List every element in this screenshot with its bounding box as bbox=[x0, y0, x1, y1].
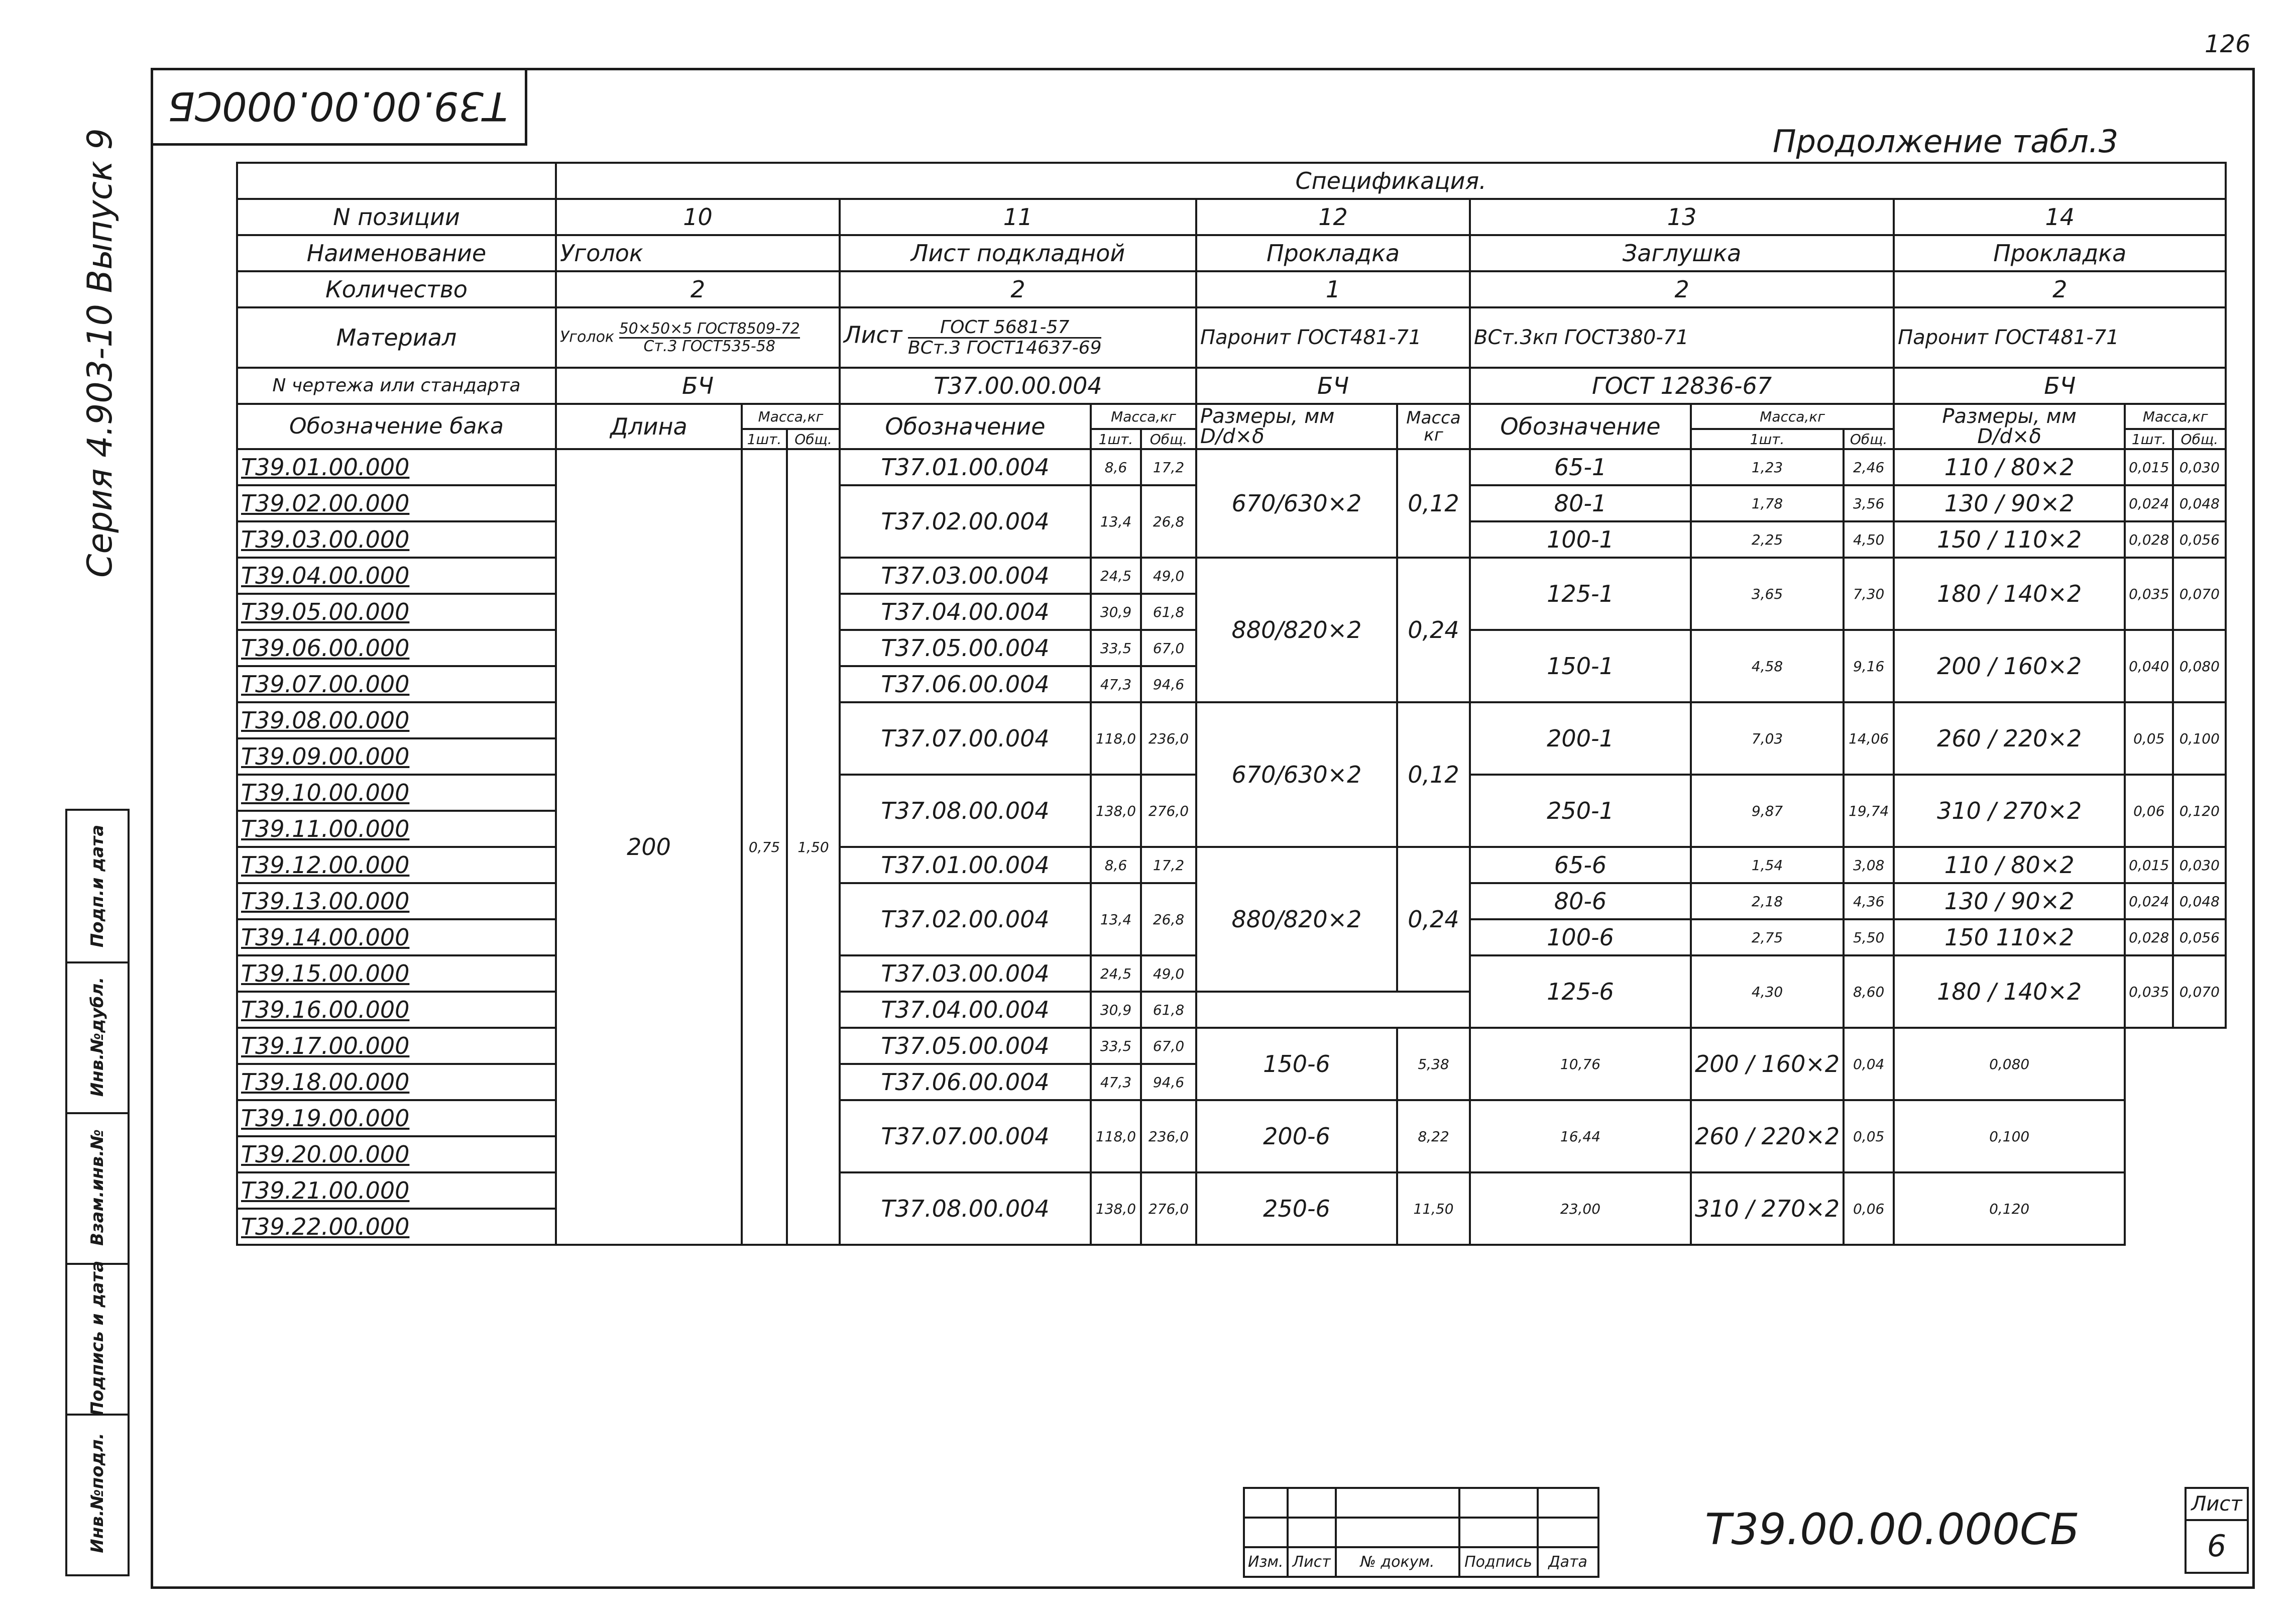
total-header-14: Общ. bbox=[2173, 429, 2226, 449]
specification-table bbox=[236, 162, 2227, 1246]
tank-designation: Т39.03.00.000 bbox=[237, 521, 556, 558]
plug-designation: 80-6 bbox=[1470, 883, 1691, 919]
sheet-mass-total: 61,8 bbox=[1141, 992, 1196, 1028]
dwg-12: БЧ bbox=[1196, 368, 1470, 404]
plug-mass-one: 3,65 bbox=[1691, 558, 1844, 630]
sheet-box bbox=[2185, 1487, 2249, 1574]
angle-length: 200 bbox=[556, 449, 742, 1245]
gasket14-mass-total: 0,056 bbox=[2173, 521, 2226, 558]
dwg-13: ГОСТ 12836-67 bbox=[1470, 368, 1894, 404]
strip-cell: Подп.и дата bbox=[67, 811, 128, 963]
gasket14-mass-one: 0,05 bbox=[2125, 702, 2173, 775]
document-number: Т39.00.00.000СБ bbox=[1705, 1504, 2080, 1555]
plug-mass-total: 3,56 bbox=[1844, 485, 1894, 521]
sheet-mass-one: 13,4 bbox=[1091, 485, 1141, 558]
gasket14-mass-one: 0,06 bbox=[2125, 775, 2173, 847]
plug-mass-total: 7,30 bbox=[1844, 558, 1894, 630]
one-header-14: 1шт. bbox=[2125, 429, 2173, 449]
gasket14-size: 310 / 270×2 bbox=[1691, 1172, 1844, 1245]
tank-designation: Т39.05.00.000 bbox=[237, 594, 556, 630]
tank-designation: Т39.04.00.000 bbox=[237, 558, 556, 594]
sheet-mass-one: 138,0 bbox=[1091, 775, 1141, 847]
plug-designation: 125-1 bbox=[1470, 558, 1691, 630]
sheet-mass-one: 8,6 bbox=[1091, 847, 1141, 883]
gasket14-size: 150 110×2 bbox=[1894, 919, 2125, 955]
gasket14-mass-total: 0,048 bbox=[2173, 883, 2226, 919]
sheet-designation: Т37.03.00.004 bbox=[840, 955, 1091, 992]
sheet-mass-one: 118,0 bbox=[1091, 1100, 1141, 1172]
tb-label-date: Дата bbox=[1538, 1547, 1598, 1577]
plug-mass-total: 2,46 bbox=[1844, 449, 1894, 485]
plug-mass-one: 1,54 bbox=[1691, 847, 1844, 883]
tank-designation: Т39.10.00.000 bbox=[237, 775, 556, 811]
total-header-13: Общ. bbox=[1844, 429, 1894, 449]
gasket14-mass-total: 0,030 bbox=[2173, 449, 2226, 485]
mass-header-10: Масса,кг bbox=[742, 404, 840, 429]
sheet-mass-one: 47,3 bbox=[1091, 1064, 1141, 1100]
plug-mass-total: 16,44 bbox=[1470, 1100, 1691, 1172]
sheet-number: 6 bbox=[2207, 1529, 2227, 1564]
name-13: Заглушка bbox=[1470, 235, 1894, 271]
qty-label: Количество bbox=[237, 271, 556, 307]
specification-body bbox=[237, 449, 2226, 1245]
gasket14-mass-one: 0,04 bbox=[1844, 1028, 1894, 1100]
title-block bbox=[1243, 1487, 1599, 1578]
dwg-10: БЧ bbox=[556, 368, 840, 404]
pos-10: 10 bbox=[556, 199, 840, 235]
sheet-mass-one: 33,5 bbox=[1091, 1028, 1141, 1064]
sheet-mass-one: 30,9 bbox=[1091, 992, 1141, 1028]
plug-designation: 250-1 bbox=[1470, 775, 1691, 847]
gasket12-mass: 0,24 bbox=[1397, 558, 1470, 702]
strip-cell: Взам.инв.№ bbox=[67, 1112, 128, 1265]
total-header-10: Общ. bbox=[787, 429, 840, 449]
sheet-designation: Т37.06.00.004 bbox=[840, 1064, 1091, 1100]
pos-12: 12 bbox=[1196, 199, 1470, 235]
plug-mass-one: 4,30 bbox=[1691, 955, 1844, 1028]
strip-cell: Инв.№дубл. bbox=[67, 961, 128, 1114]
sheet-mass-total: 94,6 bbox=[1141, 1064, 1196, 1100]
gasket14-mass-one: 0,028 bbox=[2125, 521, 2173, 558]
plug-mass-one: 2,25 bbox=[1691, 521, 1844, 558]
plug-mass-one: 8,22 bbox=[1397, 1100, 1470, 1172]
table-row bbox=[237, 1028, 2226, 1064]
gasket14-size: 180 / 140×2 bbox=[1894, 558, 2125, 630]
tank-designation: Т39.12.00.000 bbox=[237, 847, 556, 883]
plug-mass-one: 11,50 bbox=[1397, 1172, 1470, 1245]
sheet-designation: Т37.05.00.004 bbox=[840, 1028, 1091, 1064]
plug-mass-total: 4,36 bbox=[1844, 883, 1894, 919]
plug-designation: 100-1 bbox=[1470, 521, 1691, 558]
gasket14-mass-one: 0,035 bbox=[2125, 558, 2173, 630]
gasket14-size: 110 / 80×2 bbox=[1894, 847, 2125, 883]
strip-cell: Инв.№подл. bbox=[87, 1433, 107, 1553]
gasket14-mass-total: 0,100 bbox=[1894, 1100, 2125, 1172]
sheet-mass-total: 94,6 bbox=[1141, 666, 1196, 702]
qty-14: 2 bbox=[1894, 271, 2226, 307]
one-header-10: 1шт. bbox=[742, 429, 787, 449]
length-header: Длина bbox=[556, 404, 742, 449]
gasket14-mass-one: 0,05 bbox=[1844, 1100, 1894, 1172]
tank-designation: Т39.01.00.000 bbox=[237, 449, 556, 485]
plug-mass-total: 19,74 bbox=[1844, 775, 1894, 847]
sheet-designation: Т37.06.00.004 bbox=[840, 666, 1091, 702]
sheet-mass-one: 118,0 bbox=[1091, 702, 1141, 775]
plug-designation: 150-1 bbox=[1470, 630, 1691, 702]
gasket14-mass-one: 0,040 bbox=[2125, 630, 2173, 702]
name-14: Прокладка bbox=[1894, 235, 2226, 271]
table-row bbox=[237, 1172, 2226, 1209]
dwg-11: Т37.00.00.004 bbox=[840, 368, 1196, 404]
gasket14-mass-one: 0,024 bbox=[2125, 485, 2173, 521]
table-row bbox=[237, 702, 2226, 738]
sheet-designation: Т37.07.00.004 bbox=[840, 702, 1091, 775]
sheet-designation: Т37.07.00.004 bbox=[840, 1100, 1091, 1172]
sheet-designation: Т37.01.00.004 bbox=[840, 847, 1091, 883]
sheet-mass-one: 13,4 bbox=[1091, 883, 1141, 955]
tank-designation: Т39.16.00.000 bbox=[237, 992, 556, 1028]
tank-designation: Т39.19.00.000 bbox=[237, 1100, 556, 1136]
sheet-mass-total: 276,0 bbox=[1141, 775, 1196, 847]
tank-label: Обозначение бака bbox=[237, 404, 556, 449]
gasket12-mass: 0,24 bbox=[1397, 847, 1470, 992]
plug-designation: 250-6 bbox=[1196, 1172, 1397, 1245]
name-12: Прокладка bbox=[1196, 235, 1470, 271]
qty-11: 2 bbox=[840, 271, 1196, 307]
gasket14-mass-total: 0,056 bbox=[2173, 919, 2226, 955]
mat-13: ВСт.3кп ГОСТ380-71 bbox=[1470, 307, 1894, 368]
gasket14-mass-total: 0,070 bbox=[2173, 558, 2226, 630]
sheet-designation: Т37.01.00.004 bbox=[840, 449, 1091, 485]
sizes-header-14: Размеры, мм D/d×δ bbox=[1894, 404, 2125, 449]
plug-designation: 150-6 bbox=[1196, 1028, 1397, 1100]
plug-designation: 80-1 bbox=[1470, 485, 1691, 521]
gasket14-size: 180 / 140×2 bbox=[1894, 955, 2125, 1028]
tank-designation: Т39.06.00.000 bbox=[237, 630, 556, 666]
plug-mass-one: 4,58 bbox=[1691, 630, 1844, 702]
tank-designation: Т39.20.00.000 bbox=[237, 1136, 556, 1172]
plug-mass-one: 5,38 bbox=[1397, 1028, 1470, 1100]
sheet-label: Лист bbox=[2187, 1489, 2247, 1521]
sheet-designation: Т37.03.00.004 bbox=[840, 558, 1091, 594]
sizes-header-12: Размеры, мм D/d×δ bbox=[1196, 404, 1397, 449]
tb-label-change: Изм. bbox=[1244, 1547, 1288, 1577]
pos-label: N позиции bbox=[237, 199, 556, 235]
sheet-mass-total: 17,2 bbox=[1141, 847, 1196, 883]
gasket12-size: 670/630×2 bbox=[1196, 702, 1397, 847]
sheet-mass-total: 17,2 bbox=[1141, 449, 1196, 485]
plug-mass-total: 5,50 bbox=[1844, 919, 1894, 955]
plug-designation: 200-6 bbox=[1196, 1100, 1397, 1172]
tank-designation: Т39.22.00.000 bbox=[237, 1209, 556, 1245]
sheet-mass-total: 49,0 bbox=[1141, 558, 1196, 594]
tb-label-signature: Подпись bbox=[1459, 1547, 1538, 1577]
sheet-mass-one: 138,0 bbox=[1091, 1172, 1141, 1245]
name-11: Лист подкладной bbox=[840, 235, 1196, 271]
angle-mass-one: 0,75 bbox=[742, 449, 787, 1245]
plug-mass-total: 14,06 bbox=[1844, 702, 1894, 775]
gasket12-size: 670/630×2 bbox=[1196, 449, 1397, 558]
plug-mass-one: 1,23 bbox=[1691, 449, 1844, 485]
qty-10: 2 bbox=[556, 271, 840, 307]
plug-mass-one: 9,87 bbox=[1691, 775, 1844, 847]
page-number: 126 bbox=[2205, 30, 2251, 58]
gasket14-mass-total: 0,120 bbox=[1894, 1172, 2125, 1245]
gasket14-mass-total: 0,100 bbox=[2173, 702, 2226, 775]
total-header-11: Общ. bbox=[1141, 429, 1196, 449]
gasket14-mass-total: 0,070 bbox=[2173, 955, 2226, 1028]
mat-11: Лист ГОСТ 5681-57 ВСт.3 ГОСТ14637-69 bbox=[840, 307, 1196, 368]
tank-designation: Т39.21.00.000 bbox=[237, 1172, 556, 1209]
sheet-designation: Т37.02.00.004 bbox=[840, 883, 1091, 955]
gasket12-size: 880/820×2 bbox=[1196, 558, 1397, 702]
sheet-designation: Т37.05.00.004 bbox=[840, 630, 1091, 666]
left-signature-strip bbox=[65, 809, 130, 1576]
tank-designation: Т39.15.00.000 bbox=[237, 955, 556, 992]
gasket14-size: 130 / 90×2 bbox=[1894, 485, 2125, 521]
plug-mass-total: 9,16 bbox=[1844, 630, 1894, 702]
tank-designation: Т39.18.00.000 bbox=[237, 1064, 556, 1100]
mass-header-14: Масса,кг bbox=[2125, 404, 2226, 429]
mass-header-11: Масса,кг bbox=[1091, 404, 1196, 429]
table-row bbox=[237, 449, 2226, 485]
strip-cell: Подпись и дата bbox=[67, 1263, 128, 1416]
qty-13: 2 bbox=[1470, 271, 1894, 307]
sheet-mass-total: 26,8 bbox=[1141, 485, 1196, 558]
gasket14-size: 310 / 270×2 bbox=[1894, 775, 2125, 847]
mass-header-13: Масса,кг bbox=[1691, 404, 1894, 429]
mat-10: Уголок 50×50×5 ГОСТ8509-72 Ст.3 ГОСТ535-58 bbox=[556, 307, 840, 368]
name-10: Уголок bbox=[556, 235, 840, 271]
plug-mass-total: 8,60 bbox=[1844, 955, 1894, 1028]
plug-designation: 65-1 bbox=[1470, 449, 1691, 485]
table-title: Спецификация. bbox=[556, 163, 2226, 199]
gasket14-mass-total: 0,080 bbox=[2173, 630, 2226, 702]
table-row bbox=[237, 1100, 2226, 1136]
plug-mass-total: 3,08 bbox=[1844, 847, 1894, 883]
gasket14-mass-total: 0,120 bbox=[2173, 775, 2226, 847]
sheet-mass-total: 67,0 bbox=[1141, 1028, 1196, 1064]
gasket14-size: 150 / 110×2 bbox=[1894, 521, 2125, 558]
gasket14-mass-one: 0,028 bbox=[2125, 919, 2173, 955]
plug-mass-total: 4,50 bbox=[1844, 521, 1894, 558]
pos-14: 14 bbox=[1894, 199, 2226, 235]
plug-mass-total: 10,76 bbox=[1470, 1028, 1691, 1100]
sheet-mass-total: 61,8 bbox=[1141, 594, 1196, 630]
pos-11: 11 bbox=[840, 199, 1196, 235]
pos-13: 13 bbox=[1470, 199, 1894, 235]
gasket14-mass-total: 0,048 bbox=[2173, 485, 2226, 521]
dwg-14: БЧ bbox=[1894, 368, 2226, 404]
gasket14-size: 200 / 160×2 bbox=[1691, 1028, 1844, 1100]
continuation-note: Продолжение табл.3 bbox=[1773, 123, 2119, 160]
plug-mass-total: 23,00 bbox=[1470, 1172, 1691, 1245]
designation-header-13: Обозначение bbox=[1470, 404, 1691, 449]
tank-designation: Т39.09.00.000 bbox=[237, 738, 556, 775]
mat-12: Паронит ГОСТ481-71 bbox=[1196, 307, 1470, 368]
mat-14: Паронит ГОСТ481-71 bbox=[1894, 307, 2226, 368]
sheet-mass-one: 24,5 bbox=[1091, 558, 1141, 594]
tank-designation: Т39.14.00.000 bbox=[237, 919, 556, 955]
table-row bbox=[237, 847, 2226, 883]
angle-mass-total: 1,50 bbox=[787, 449, 840, 1245]
gasket14-mass-one: 0,024 bbox=[2125, 883, 2173, 919]
sheet-mass-total: 236,0 bbox=[1141, 702, 1196, 775]
one-header-13: 1шт. bbox=[1691, 429, 1844, 449]
plug-designation: 100-6 bbox=[1470, 919, 1691, 955]
dwg-label: N чертежа или стандарта bbox=[237, 368, 556, 404]
sheet-designation: Т37.04.00.004 bbox=[840, 594, 1091, 630]
gasket14-size: 260 / 220×2 bbox=[1894, 702, 2125, 775]
gasket14-mass-one: 0,035 bbox=[2125, 955, 2173, 1028]
plug-mass-one: 7,03 bbox=[1691, 702, 1844, 775]
name-label: Наименование bbox=[237, 235, 556, 271]
tank-designation: Т39.17.00.000 bbox=[237, 1028, 556, 1064]
sheet-designation: Т37.02.00.004 bbox=[840, 485, 1091, 558]
sheet-mass-one: 33,5 bbox=[1091, 630, 1141, 666]
series-label: Серия 4.903-10 Выпуск 9 bbox=[80, 128, 120, 578]
tank-designation: Т39.07.00.000 bbox=[237, 666, 556, 702]
gasket14-size: 260 / 220×2 bbox=[1691, 1100, 1844, 1172]
sheet-mass-total: 26,8 bbox=[1141, 883, 1196, 955]
gasket14-mass-one: 0,015 bbox=[2125, 847, 2173, 883]
sheet-mass-one: 47,3 bbox=[1091, 666, 1141, 702]
gasket14-size: 130 / 90×2 bbox=[1894, 883, 2125, 919]
plug-designation: 65-6 bbox=[1470, 847, 1691, 883]
gasket12-size: 880/820×2 bbox=[1196, 847, 1397, 992]
gasket14-size: 200 / 160×2 bbox=[1894, 630, 2125, 702]
mat-label: Материал bbox=[237, 307, 556, 368]
sheet-mass-total: 276,0 bbox=[1141, 1172, 1196, 1245]
qty-12: 1 bbox=[1196, 271, 1470, 307]
tank-designation: Т39.11.00.000 bbox=[237, 811, 556, 847]
gasket14-mass-total: 0,030 bbox=[2173, 847, 2226, 883]
sheet-mass-total: 49,0 bbox=[1141, 955, 1196, 992]
plug-mass-one: 1,78 bbox=[1691, 485, 1844, 521]
tank-designation: Т39.02.00.000 bbox=[237, 485, 556, 521]
designation-header-11: Обозначение bbox=[840, 404, 1091, 449]
tank-designation: Т39.13.00.000 bbox=[237, 883, 556, 919]
gasket14-size: 110 / 80×2 bbox=[1894, 449, 2125, 485]
sheet-designation: Т37.08.00.004 bbox=[840, 775, 1091, 847]
sheet-mass-total: 236,0 bbox=[1141, 1100, 1196, 1172]
plug-mass-one: 2,18 bbox=[1691, 883, 1844, 919]
plug-designation: 200-1 bbox=[1470, 702, 1691, 775]
plug-designation: 125-6 bbox=[1470, 955, 1691, 1028]
sheet-designation: Т37.04.00.004 bbox=[840, 992, 1091, 1028]
gasket14-mass-one: 0,015 bbox=[2125, 449, 2173, 485]
sheet-mass-total: 67,0 bbox=[1141, 630, 1196, 666]
plug-mass-one: 2,75 bbox=[1691, 919, 1844, 955]
tb-label-sheet: Лист bbox=[1288, 1547, 1336, 1577]
gasket14-mass-total: 0,080 bbox=[1894, 1028, 2125, 1100]
sheet-designation: Т37.08.00.004 bbox=[840, 1172, 1091, 1245]
tb-label-docnum: № докум. bbox=[1336, 1547, 1459, 1577]
gasket12-mass: 0,12 bbox=[1397, 449, 1470, 558]
gasket14-mass-one: 0,06 bbox=[1844, 1172, 1894, 1245]
gasket12-mass: 0,12 bbox=[1397, 702, 1470, 847]
sheet-mass-one: 24,5 bbox=[1091, 955, 1141, 992]
table-row bbox=[237, 558, 2226, 594]
one-header-11: 1шт. bbox=[1091, 429, 1141, 449]
sheet-mass-one: 8,6 bbox=[1091, 449, 1141, 485]
mass-header-12: Масса кг bbox=[1397, 404, 1470, 449]
flipped-stamp: Т39.00.00.000СБ bbox=[151, 68, 527, 146]
sheet-mass-one: 30,9 bbox=[1091, 594, 1141, 630]
tank-designation: Т39.08.00.000 bbox=[237, 702, 556, 738]
